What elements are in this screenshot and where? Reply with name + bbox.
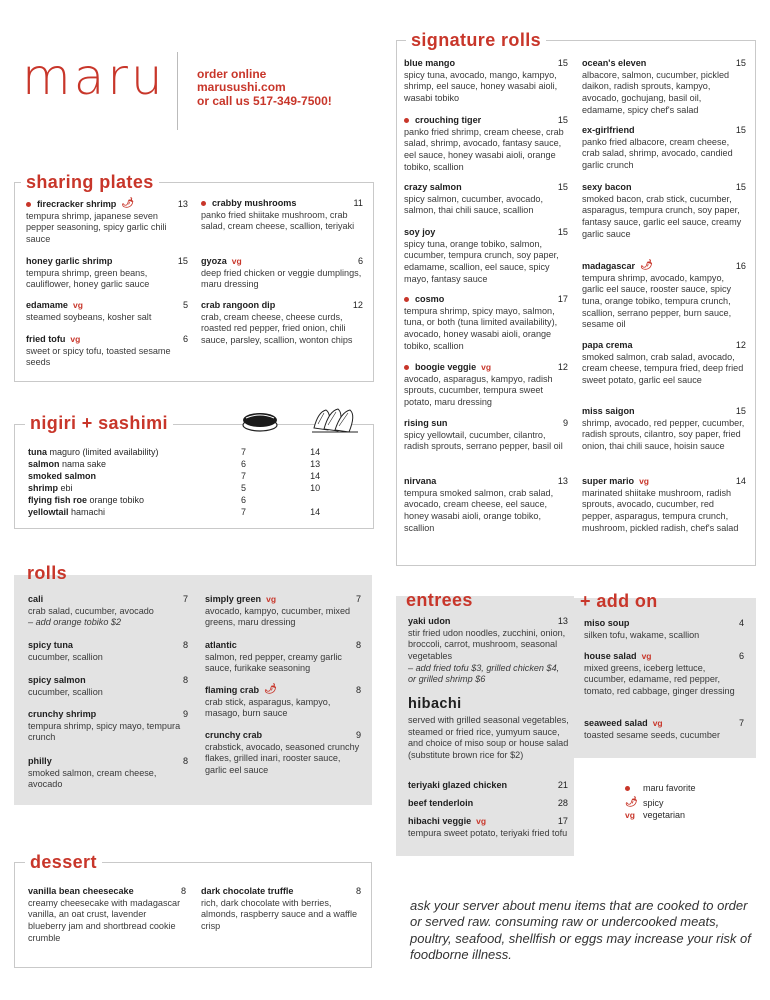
brand-logo: maru — [22, 48, 166, 106]
menu-item-price: 8 — [182, 756, 188, 766]
menu-item-price: 6 — [357, 256, 363, 266]
menu-item-description: albacore, salmon, cucumber, pickled daikon, radish sprouts, kampyo, avocado, gochujang, basil oil, edamame, spicy chef's salad — [582, 69, 730, 115]
menu-item-description: avocado, kampyo, cucumber, mixed greens, maru dressing — [205, 605, 351, 628]
menu-item-price: 28 — [557, 798, 568, 808]
menu-item-name: boogie veggie — [415, 362, 477, 372]
menu-item — [205, 730, 361, 777]
legend-vegetarian: vg vegetarian — [625, 810, 686, 821]
menu-item-header — [201, 886, 361, 898]
menu-item-price: 7 — [355, 594, 361, 604]
menu-item-description: crab salad, cucumber, avocado – add orange tobiko $2 — [28, 605, 154, 628]
sashimi-price: 13 — [310, 459, 321, 469]
menu-item — [28, 886, 186, 944]
menu-item-price: 8 — [355, 886, 361, 896]
menu-item-description: silken tofu, wakame, scallion — [584, 629, 700, 640]
menu-item-description: crab stick, asparagus, kampyo, masago, burn sauce — [205, 696, 331, 719]
menu-item — [28, 640, 188, 663]
menu-item-price: 13 — [557, 476, 568, 486]
nigiri-item-name: tuna maguro (limited availability) — [28, 447, 159, 457]
menu-item-header — [582, 476, 746, 488]
menu-item-name: edamame — [26, 300, 68, 310]
menu-item — [582, 182, 746, 240]
menu-item-price: 6 — [738, 651, 744, 661]
menu-item-name: ex-girlfriend — [582, 125, 635, 135]
favorite-dot-icon — [404, 365, 409, 370]
menu-item-name: madagascar — [582, 260, 636, 271]
menu-item — [28, 709, 188, 744]
menu-item-name: gyoza — [201, 256, 227, 266]
chili-pepper-icon: 🌶 — [264, 684, 277, 695]
menu-item-name: honey garlic shrimp — [26, 256, 113, 266]
menu-item-header — [28, 594, 188, 606]
menu-item-name: spicy tuna — [28, 640, 73, 650]
sashimi-price — [310, 495, 348, 507]
menu-item-price: 8 — [182, 675, 188, 685]
menu-item-header — [205, 684, 361, 697]
sashimi-price: 14 — [310, 471, 321, 481]
nigiri-price: 7 — [241, 471, 247, 481]
vegetarian-badge: vg — [72, 300, 83, 311]
vegetarian-badge: vg — [476, 816, 487, 827]
nigiri-item-name: shrimp ebi — [28, 483, 73, 493]
menu-item — [201, 886, 361, 933]
menu-item-description: spicy yellowtail, cucumber, cilantro, radish sprouts, serrano pepper, basil oil — [404, 429, 563, 452]
menu-item-description: tempura shrimp, japanese seven pepper seasoning, spicy garlic chili sauce — [26, 210, 167, 245]
vegetarian-badge: vg — [625, 810, 635, 821]
menu-item — [404, 115, 568, 173]
menu-item-name: atlantic — [205, 640, 237, 650]
menu-item-price: 16 — [735, 260, 746, 271]
menu-item-name: firecracker shrimp — [37, 198, 117, 209]
menu-item-name: house salad — [584, 651, 637, 661]
menu-item-price: 15 — [557, 227, 568, 237]
menu-item-header — [408, 816, 568, 828]
phone-line[interactable]: or call us 517-349-7500! — [197, 93, 332, 108]
menu-item-name: crunchy crab — [205, 730, 263, 740]
nigiri-price: 6 — [241, 495, 247, 505]
nigiri-row — [28, 471, 348, 483]
menu-item-header — [582, 340, 746, 352]
menu-item-description: tempura shrimp, green beans, cauliflower, honey garlic sauce — [26, 267, 150, 290]
menu-item-price: 8 — [355, 684, 361, 695]
menu-item-name: vanilla bean cheesecake — [28, 886, 134, 896]
menu-item-description: tempura shrimp, avocado, kampyo, garlic eel sauce, rooster sauce, spicy tuna, orange tobiko, tempura crunch, scallion, serrano pepper, burn sauce, sesame oil — [582, 272, 732, 330]
chili-pepper-icon: 🌶 — [121, 198, 135, 209]
favorite-dot-icon — [404, 297, 409, 302]
menu-item-header — [26, 256, 188, 268]
sashimi-price: 10 — [310, 483, 321, 493]
menu-item — [584, 651, 744, 698]
menu-item-header — [584, 651, 744, 663]
menu-item — [408, 780, 568, 792]
rolls-title: rolls — [27, 563, 68, 583]
menu-item-description: spicy salmon, cucumber, avocado, salmon, thai chili sauce, scallion — [404, 193, 543, 216]
hibachi-description: served with grilled seasonal vegetables, steamed or fried rice, yumyum sauce, and choice of miso soup or house salad (substitute brown rice for $2) — [408, 715, 569, 760]
menu-item-price: 15 — [735, 58, 746, 68]
menu-item-description: creamy cheesecake with madagascar vanilla, an oat crust, lavender blueberry jam and shortbread cookie crumble — [28, 897, 181, 943]
chili-pepper-icon: 🌶 — [625, 797, 638, 808]
menu-item-description: deep fried chicken or veggie dumplings, maru dressing — [201, 267, 362, 290]
menu-item-description: tempura shrimp, spicy mayo, tempura crunch — [28, 720, 181, 743]
menu-item-header — [582, 406, 746, 418]
menu-item-price: 14 — [735, 476, 746, 486]
menu-item-description: stir fried udon noodles, zucchini, onion, broccoli, carrot, mushroom, seasonal vegetables – add fried tofu $3, grilled chicken $4, or grilled shrimp $6 — [408, 627, 566, 685]
menu-item — [404, 227, 568, 285]
menu-item-name: sexy bacon — [582, 182, 632, 192]
menu-item-header — [28, 709, 188, 721]
menu-item — [408, 798, 568, 810]
menu-item-description: sweet or spicy tofu, toasted sesame seeds — [26, 345, 171, 368]
nigiri-item-name: yellowtail hamachi — [28, 507, 106, 517]
menu-item-price: 15 — [735, 182, 746, 192]
menu-item-header — [582, 125, 746, 137]
menu-item — [26, 300, 188, 323]
menu-item-header — [404, 294, 568, 306]
menu-item-price: 17 — [557, 816, 568, 826]
menu-item-description: spicy tuna, orange tobiko, salmon, cucumber, tempura crunch, soy paper, edamame, scallion, eel sauce, spicy mayo, fantasy sauce — [404, 238, 559, 284]
menu-item-header — [404, 115, 568, 127]
signature-rolls-title: signature rolls — [406, 31, 546, 49]
menu-item-header — [582, 182, 746, 194]
menu-item-name: nirvana — [404, 476, 437, 486]
menu-item-description: crab, cream cheese, cheese curds, roasted red pepper, fried onion, chili sauce, parsley, scallion, wonton chips — [201, 311, 353, 345]
vegetarian-badge: vg — [266, 594, 277, 605]
menu-item-description: spicy tuna, avocado, mango, kampyo, shrimp, eel sauce, honey wasabi aioli, wasabi tobiko — [404, 69, 558, 103]
menu-item — [26, 198, 188, 246]
menu-item-name: super mario — [582, 476, 635, 486]
nigiri-price: 6 — [241, 459, 247, 469]
menu-item-header — [26, 334, 188, 346]
nigiri-item-name: flying fish roe orange tobiko — [28, 495, 145, 505]
menu-item — [404, 476, 568, 534]
vegetarian-badge: vg — [70, 334, 81, 345]
menu-item-name: miss saigon — [582, 406, 635, 416]
menu-item — [205, 640, 361, 675]
menu-item-header — [201, 198, 363, 210]
menu-item-name: yaki udon — [408, 616, 451, 626]
menu-item — [408, 616, 568, 686]
vegetarian-badge: vg — [639, 476, 649, 487]
menu-item-price: 15 — [735, 125, 746, 135]
menu-item — [205, 594, 361, 629]
menu-item-header — [28, 675, 188, 687]
favorite-dot-icon — [201, 201, 206, 206]
menu-item-price: 15 — [177, 256, 188, 266]
menu-item-header — [584, 618, 744, 630]
menu-item-name: miso soup — [584, 618, 630, 628]
menu-item-price: 5 — [182, 300, 188, 310]
menu-item-name: hibachi veggie — [408, 816, 472, 826]
menu-item-description: panko fried albacore, cream cheese, crab salad, shrimp, avocado, candied garlic crunch — [582, 136, 733, 170]
nigiri-price: 5 — [241, 483, 247, 493]
menu-item-description: rich, dark chocolate with berries, almonds, raspberry sauce and a waffle crisp — [201, 897, 358, 931]
menu-item-price: 9 — [562, 418, 568, 428]
menu-item-header — [584, 718, 744, 730]
website-link[interactable]: marusushi.com — [197, 80, 286, 95]
menu-item-description: tempura sweet potato, teriyaki fried tofu — [408, 827, 568, 838]
menu-item-price: 11 — [353, 198, 363, 208]
menu-item-header — [404, 418, 568, 430]
favorite-dot-icon — [26, 202, 31, 207]
menu-item-description: avocado, asparagus, kampyo, radish sprouts, cucumber, tempura sweet potato, maru dressing — [404, 373, 553, 407]
menu-item-price: 15 — [557, 58, 568, 68]
menu-item-name: crab rangoon dip — [201, 300, 276, 310]
nigiri-item-name: salmon nama sake — [28, 459, 107, 469]
nigiri-row — [28, 483, 348, 495]
menu-item-description: cucumber, scallion — [28, 651, 103, 662]
nigiri-item-name: smoked salmon — [28, 471, 97, 481]
menu-item-description: tempura shrimp, spicy mayo, salmon, tuna, or both (tuna limited availability), avocado, honey wasabi aioli, orange tobiko, scallion — [404, 305, 558, 351]
menu-item — [28, 594, 188, 629]
header-divider — [177, 52, 178, 130]
menu-item-name: dark chocolate truffle — [201, 886, 294, 896]
menu-item-description: mixed greens, iceberg lettuce, cucumber, edamame, red pepper, tomato, red cabbage, ginger dressing — [584, 662, 735, 696]
menu-item-name: fried tofu — [26, 334, 66, 344]
menu-item-name: seaweed salad — [584, 718, 648, 728]
menu-item-price: 9 — [355, 730, 361, 740]
menu-item-description: crabstick, avocado, seasoned crunchy flakes, grilled inari, rooster sauce, garlic eel sauce — [205, 741, 360, 775]
menu-item-header — [404, 227, 568, 239]
menu-item — [28, 675, 188, 698]
menu-item-price: 7 — [182, 594, 188, 604]
menu-item-description: steamed soybeans, kosher salt — [26, 311, 152, 322]
menu-item-price: 15 — [557, 182, 568, 192]
favorite-dot-icon — [625, 786, 630, 791]
menu-item-note: – add fried tofu $3, grilled chicken $4, or grilled shrimp $6 — [408, 662, 560, 685]
menu-item — [408, 816, 568, 839]
menu-item-description: toasted sesame seeds, cucumber — [584, 729, 720, 740]
menu-item-name: crazy salmon — [404, 182, 462, 192]
menu-item-header — [205, 594, 361, 606]
menu-item — [201, 198, 363, 233]
menu-item — [582, 58, 746, 116]
menu-item-header — [205, 730, 361, 742]
menu-item — [582, 476, 746, 534]
menu-item-description: smoked bacon, crab stick, cucumber, asparagus, tempura crunch, soy paper, fantasy sauce, garlic eel sauce, creamy garlic sauce — [582, 193, 742, 239]
menu-item-description: salmon, red pepper, creamy garlic sauce, furikake seasoning — [205, 651, 342, 674]
menu-item-header — [582, 58, 746, 70]
menu-item-name: crunchy shrimp — [28, 709, 97, 719]
sashimi-icon — [310, 404, 362, 434]
menu-item-price: 17 — [557, 294, 568, 304]
menu-item-name: teriyaki glazed chicken — [408, 780, 508, 790]
menu-item-header — [404, 182, 568, 194]
menu-item-note: – add orange tobiko $2 — [28, 617, 122, 628]
menu-item — [404, 58, 568, 105]
menu-item — [404, 418, 568, 453]
menu-item-name: cosmo — [415, 294, 445, 304]
sashimi-price: 14 — [310, 507, 321, 517]
menu-item-name: blue mango — [404, 58, 456, 68]
menu-item-header — [26, 198, 188, 211]
menu-item-header — [404, 58, 568, 70]
menu-item — [404, 362, 568, 409]
menu-item-name: flaming crab — [205, 684, 260, 695]
menu-item-header — [404, 362, 568, 374]
menu-item — [26, 334, 188, 369]
nigiri-row — [28, 447, 348, 459]
menu-item-name: cali — [28, 594, 44, 604]
menu-item — [201, 300, 363, 347]
menu-item-description: smoked salmon, crab salad, avocado, cream cheese, tempura fried, deep fried sweet potato, garlic eel sauce — [582, 351, 744, 385]
menu-item-name: crouching tiger — [415, 115, 482, 125]
menu-item-name: simply green — [205, 594, 262, 604]
menu-item — [26, 256, 188, 291]
menu-item-description: marinated shiitake mushroom, radish sprouts, avocado, cucumber, red pepper, asparagus, tempura crunch, mushroom, pickled radish, chef's salad — [582, 487, 739, 533]
menu-item — [28, 756, 188, 791]
menu-item — [201, 256, 363, 291]
food-safety-disclaimer: ask your server about menu items that are cooked to order or served raw. consuming raw or undercooked meats, poultry, seafood, shellfish or eggs may increase your risk of foodborne illness. — [410, 898, 751, 962]
nigiri-row — [28, 495, 348, 507]
menu-item — [582, 125, 746, 172]
menu-item-price: 21 — [557, 780, 568, 790]
nigiri-row — [28, 507, 348, 519]
hibachi-title: hibachi — [408, 696, 462, 712]
vegetarian-badge: vg — [652, 718, 663, 729]
menu-item-description: tempura smoked salmon, crab salad, avocado, cream cheese, eel sauce, honey wasabi aioli, orange tobiko, scallion — [404, 487, 554, 533]
menu-item-price: 15 — [557, 115, 568, 125]
order-info — [197, 68, 332, 108]
dessert-title: dessert — [25, 853, 102, 871]
nigiri-price: 7 — [241, 507, 247, 517]
menu-item-price: 8 — [180, 886, 186, 896]
menu-item-name: soy joy — [404, 227, 436, 237]
legend-favorite: maru favorite — [625, 783, 696, 795]
legend-spicy: 🌶 spicy — [625, 797, 664, 808]
menu-item-header — [582, 260, 746, 273]
menu-item-price: 15 — [735, 406, 746, 416]
menu-item-price: 8 — [355, 640, 361, 650]
menu-item-name: philly — [28, 756, 52, 766]
menu-item-price: 9 — [182, 709, 188, 719]
sharing-plates-title: sharing plates — [21, 173, 159, 191]
menu-item-header — [201, 300, 363, 312]
menu-item-header — [408, 616, 568, 628]
menu-item — [404, 294, 568, 352]
menu-item — [582, 260, 746, 331]
favorite-dot-icon — [404, 118, 409, 123]
chili-pepper-icon: 🌶 — [640, 260, 653, 271]
nigiri-row — [28, 459, 348, 471]
menu-item-price: 13 — [177, 198, 188, 209]
nigiri-price: 7 — [241, 447, 247, 457]
vegetarian-badge: vg — [481, 362, 492, 373]
menu-item-name: papa crema — [582, 340, 633, 350]
sashimi-price: 14 — [310, 447, 321, 457]
menu-item-description: panko fried shrimp, cream cheese, crab salad, shrimp, avocado, fantasy sauce, eel sauce, honey wasabi aioli, orange tobiko, scallion — [404, 126, 564, 172]
nigiri-title: nigiri + sashimi — [25, 414, 173, 432]
menu-item-header — [28, 756, 188, 768]
menu-item-name: rising sun — [404, 418, 448, 428]
addon-title: + add on — [580, 591, 658, 611]
entrees-title: entrees — [406, 590, 473, 610]
menu-item-header — [28, 886, 186, 898]
menu-item-description: cucumber, scallion — [28, 686, 103, 697]
menu-item-header — [201, 256, 363, 268]
menu-item-price: 12 — [352, 300, 363, 310]
menu-item-header — [28, 640, 188, 652]
menu-item-price: 7 — [738, 718, 744, 728]
menu-item-header — [408, 798, 568, 810]
menu-item-header — [26, 300, 188, 312]
menu-item-name: ocean's eleven — [582, 58, 647, 68]
menu-item-header — [408, 780, 568, 792]
menu-item — [582, 406, 746, 453]
menu-item — [584, 718, 744, 741]
order-online-line[interactable]: order online — [197, 67, 267, 81]
nigiri-icon — [240, 410, 280, 436]
menu-item-description: smoked salmon, cream cheese, avocado — [28, 767, 157, 790]
menu-item-name: spicy salmon — [28, 675, 86, 685]
menu-item-price: 12 — [735, 340, 746, 350]
menu-item-header — [205, 640, 361, 652]
menu-item-price: 13 — [557, 616, 568, 626]
menu-item — [582, 340, 746, 387]
menu-item-price: 6 — [182, 334, 188, 344]
menu-item-name: beef tenderloin — [408, 798, 474, 808]
menu-item — [205, 684, 361, 720]
menu-item-description: panko fried shiitake mushroom, crab salad, cream cheese, scallion, teriyaki — [201, 209, 355, 232]
menu-item-price: 4 — [738, 618, 744, 628]
menu-item-header — [404, 476, 568, 488]
vegetarian-badge: vg — [641, 651, 652, 662]
menu-item-price: 8 — [182, 640, 188, 650]
menu-item-name: crabby mushrooms — [212, 198, 297, 208]
menu-item — [404, 182, 568, 217]
menu-item-price: 12 — [557, 362, 568, 372]
menu-item — [584, 618, 744, 641]
vegetarian-badge: vg — [231, 256, 242, 267]
menu-item-description: shrimp, avocado, red pepper, cucumber, radish sprouts, cilantro, soy paper, fried onion, thai chili sauce, hoisin sauce — [582, 417, 745, 451]
